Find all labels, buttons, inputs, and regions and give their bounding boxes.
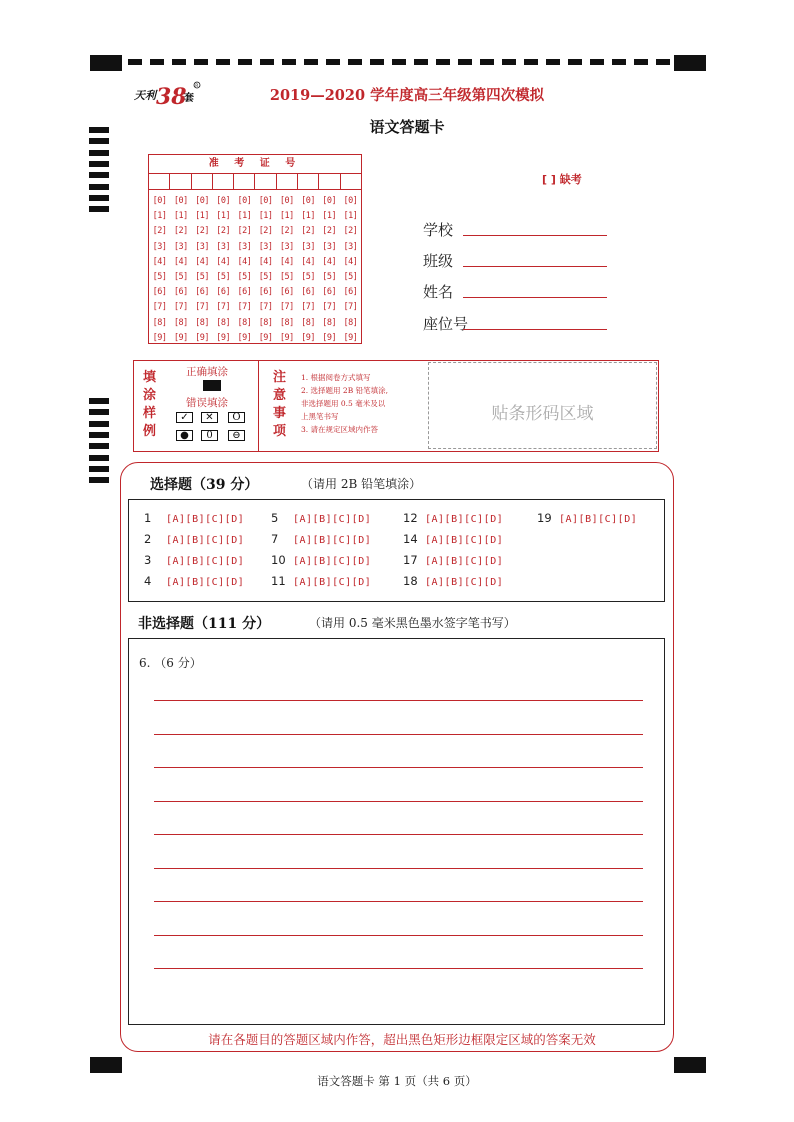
choice-question[interactable] [271,511,371,525]
essay-section-note: （请用 0.5 毫米黑色墨水签字笔书写） [309,616,516,630]
digit-bubble[interactable]: [3] [173,241,188,252]
exam-number-write-cell[interactable] [213,174,234,189]
digit-bubble[interactable]: [3] [258,241,273,252]
digit-bubble[interactable]: [3] [279,241,294,252]
note-line: 3. 请在规定区域内作答 [301,425,379,434]
digit-bubble[interactable]: [5] [237,271,252,282]
digit-bubble[interactable]: [8] [216,317,231,328]
choice-question[interactable] [271,532,371,546]
digit-bubble[interactable]: [6] [322,287,337,298]
digit-bubble[interactable]: [8] [258,317,273,328]
side-timing-mark [89,477,109,483]
page-title: 2019—2020 学年度高三年级第四次模拟 [269,87,545,104]
digit-bubble[interactable]: [9] [173,332,188,343]
exam-number-column [149,190,170,346]
exam-number-write-cell[interactable] [277,174,298,189]
digit-bubble[interactable]: [2] [322,226,337,237]
info-input-line[interactable] [463,235,607,236]
digit-bubble[interactable]: [8] [152,317,167,328]
digit-bubble[interactable]: [5] [301,271,315,282]
side-timing-mark [89,184,109,190]
digit-bubble[interactable]: [4] [343,256,358,267]
writing-line[interactable] [154,868,643,869]
digit-bubble[interactable]: [0] [237,196,252,206]
wrong-fill-label: 错误填涂 [186,397,228,409]
digit-bubble[interactable]: [5] [195,271,209,282]
digit-bubble[interactable]: [0] [216,196,231,206]
exam-number-label: 准 考 证 号 [149,155,361,174]
digit-bubble[interactable]: [8] [173,317,188,328]
circle-mark-icon: O [228,412,245,423]
timing-dash [370,59,384,65]
digit-bubble[interactable]: [7] [322,302,337,313]
digit-bubble[interactable]: [5] [258,271,273,282]
timing-dash [128,59,142,65]
exam-number-write-cell[interactable] [319,174,340,189]
corner-mark-left [90,55,122,71]
choice-question[interactable] [537,511,637,525]
timing-dash [238,59,252,65]
exam-number-column [255,190,276,346]
question-number: 19 [537,511,552,525]
exam-number-column [276,190,297,346]
digit-bubble[interactable]: [2] [301,226,315,237]
digit-bubble[interactable]: [5] [279,271,294,282]
digit-bubble[interactable]: [1] [258,211,273,222]
timing-dash [348,59,362,65]
writing-line[interactable] [154,767,643,768]
digit-bubble[interactable]: [0] [195,196,209,206]
digit-bubble[interactable]: [0] [301,196,315,206]
digit-bubble[interactable]: [2] [152,226,167,237]
digit-bubble[interactable]: [2] [173,226,188,237]
question-number: 4 [144,574,152,588]
digit-bubble[interactable]: [2] [237,226,252,237]
answer-bubbles[interactable]: [A][B][C][D] [293,577,372,588]
digit-bubble[interactable]: [5] [152,271,167,282]
info-label: 姓名 [423,283,454,301]
exam-number-column [191,190,212,346]
digit-bubble[interactable]: [1] [195,211,209,222]
digit-bubble[interactable]: [8] [195,317,209,328]
writing-line[interactable] [154,901,643,902]
question-number: 1 [144,511,152,525]
digit-bubble[interactable]: [1] [216,211,231,222]
corner-mark-bottom-left [90,1057,122,1073]
choice-question[interactable] [144,532,244,546]
digit-bubble[interactable]: [9] [216,332,231,343]
side-timing-mark [89,421,109,427]
exam-number-write-cell[interactable] [234,174,255,189]
question-number: 12 [403,511,418,525]
notes-label: 注意事项 [273,370,287,439]
question-number: 17 [403,553,418,567]
answer-bubbles[interactable]: [A][B][C][D] [293,556,372,567]
timing-dash [458,59,472,65]
writing-line[interactable] [154,834,643,835]
exam-number-column [340,190,361,346]
answer-bubbles[interactable]: [A][B][C][D] [166,535,245,546]
digit-bubble[interactable]: [8] [343,317,358,328]
digit-bubble[interactable]: [3] [216,241,231,252]
exam-number-grid [148,154,362,344]
exam-number-column [213,190,234,346]
essay-section-title: 非选择题（111 分） [138,616,271,632]
side-timing-mark [89,432,109,438]
exam-number-write-cell[interactable] [149,174,170,189]
answer-bubbles[interactable]: [A][B][C][D] [293,514,372,525]
digit-bubble[interactable]: [4] [237,256,252,267]
digit-bubble[interactable]: [1] [322,211,337,222]
digit-bubble[interactable]: [3] [152,241,167,252]
side-timing-mark [89,466,109,472]
digit-bubble[interactable]: [8] [279,317,294,328]
fill-example-label: 填涂样例 [143,370,157,439]
side-timing-mark [89,150,109,156]
exam-number-column [170,190,191,346]
timing-dash [590,59,604,65]
side-timing-mark [89,443,109,449]
corner-mark-bottom-right [674,1057,706,1073]
timing-dash [194,59,208,65]
top-timing-marks [90,55,706,71]
exam-number-write-row[interactable] [149,174,361,190]
digit-bubble[interactable]: [6] [279,287,294,298]
exam-number-write-cell[interactable] [192,174,213,189]
digit-bubble[interactable]: [6] [258,287,273,298]
digit-bubble[interactable]: [6] [301,287,315,298]
digit-bubble[interactable]: [4] [216,256,231,267]
barcode-area [428,362,657,449]
digit-bubble[interactable]: [6] [343,287,358,298]
digit-bubble[interactable]: [6] [152,287,167,298]
note-line: 2. 选择题用 2B 铅笔填涂, [301,386,388,395]
digit-bubble[interactable]: [8] [237,317,252,328]
choice-question[interactable] [403,553,503,567]
choice-question[interactable] [271,553,371,567]
svg-text:套: 套 [184,93,194,104]
digit-bubble[interactable]: [1] [152,211,167,222]
digit-bubble[interactable]: [0] [173,196,188,206]
timing-dash [260,59,274,65]
digit-bubble[interactable]: [4] [258,256,273,267]
note-line: 1. 根据阅卷方式填写 [301,373,371,382]
answer-bubbles[interactable]: [A][B][C][D] [166,514,245,525]
timing-dash [502,59,516,65]
exam-number-column [234,190,255,346]
side-timing-mark [89,398,109,404]
choice-question[interactable] [144,574,244,588]
digit-bubble[interactable]: [2] [216,226,231,237]
exam-number-write-cell[interactable] [170,174,191,189]
digit-bubble[interactable]: [0] [152,196,167,206]
digit-bubble[interactable]: [6] [216,287,231,298]
timing-dash [568,59,582,65]
choice-question[interactable] [144,511,244,525]
choice-question[interactable] [403,511,503,525]
side-timing-mark [89,409,109,415]
question-number: 11 [271,574,286,588]
question-number: 14 [403,532,418,546]
digit-bubble[interactable]: [7] [216,302,231,313]
digit-bubble[interactable]: [7] [301,302,315,313]
answer-bubbles[interactable]: [A][B][C][D] [425,514,504,525]
timing-dash [326,59,340,65]
digit-bubble[interactable]: [1] [173,211,188,222]
info-label: 学校 [423,221,454,239]
answer-bubbles[interactable]: [A][B][C][D] [559,514,638,525]
side-timing-mark [89,455,109,461]
digit-bubble[interactable]: [9] [322,332,337,343]
digit-bubble[interactable]: [5] [322,271,337,282]
info-label: 座位号 [423,315,469,333]
digit-bubble[interactable]: [8] [322,317,337,328]
choice-section-note: （请用 2B 铅笔填涂） [301,477,422,491]
digit-bubble[interactable]: [0] [279,196,294,206]
answer-bubbles[interactable]: [A][B][C][D] [293,535,372,546]
digit-bubble[interactable]: [9] [301,332,315,343]
barcode-area-label: 贴条形码区域 [491,404,594,424]
choice-question[interactable] [403,574,503,588]
digit-bubble[interactable]: [9] [279,332,294,343]
timing-dash [282,59,296,65]
digit-bubble[interactable]: [4] [173,256,188,267]
choice-answer-box [128,499,665,602]
digit-bubble[interactable]: [9] [258,332,273,343]
answer-bubbles[interactable]: [A][B][C][D] [166,577,245,588]
answer-bubbles[interactable]: [A][B][C][D] [425,556,504,567]
digit-bubble[interactable]: [7] [279,302,294,313]
digit-bubble[interactable]: [4] [195,256,209,267]
digit-bubble[interactable]: [6] [173,287,188,298]
digit-bubble[interactable]: [4] [322,256,337,267]
bottom-warning: 请在各题目的答题区域内作答，超出黑色矩形边框限定区域的答案无效 [208,1032,596,1047]
note-line: 上黑笔书写 [301,412,339,421]
timing-dash [172,59,186,65]
page-subtitle: 语文答题卡 [369,118,445,136]
digit-bubble[interactable]: [3] [237,241,252,252]
timing-dash [546,59,560,65]
digit-bubble[interactable]: [6] [195,287,209,298]
digit-bubble[interactable]: [1] [279,211,294,222]
timing-dash [216,59,230,65]
question-number: 3 [144,553,152,567]
choice-question[interactable] [271,574,371,588]
question-number: 2 [144,532,152,546]
timing-dash [150,59,164,65]
digit-bubble[interactable]: [1] [237,211,252,222]
digit-bubble[interactable]: [7] [343,302,358,313]
oval-mark-icon: 0 [201,430,218,441]
digit-bubble[interactable]: [3] [322,241,337,252]
digit-bubble[interactable]: [3] [301,241,315,252]
svg-text:R: R [195,84,199,89]
digit-bubble[interactable]: [5] [343,271,358,282]
digit-bubble[interactable]: [7] [237,302,252,313]
question-number: 18 [403,574,418,588]
writing-line[interactable] [154,968,643,969]
info-input-line[interactable] [463,266,607,267]
writing-line[interactable] [154,734,643,735]
choice-question[interactable] [144,553,244,567]
choice-question[interactable] [403,532,503,546]
essay-answer-box[interactable] [128,638,665,1025]
digit-bubble[interactable]: [4] [152,256,167,267]
choice-section-title: 选择题（39 分） [150,477,259,493]
digit-bubble[interactable]: [5] [173,271,188,282]
svg-text:38: 38 [156,84,187,110]
svg-text:天利: 天利 [134,89,156,102]
digit-bubble[interactable]: [8] [301,317,315,328]
question-6-label: 6. （6 分） [139,656,202,670]
answer-bubbles[interactable]: [A][B][C][D] [425,577,504,588]
correct-fill-label: 正确填涂 [186,366,228,378]
dot-mark-icon: ● [176,430,193,441]
digit-bubble[interactable]: [6] [237,287,252,298]
timing-dash [612,59,626,65]
timing-dash [392,59,406,65]
page-footer: 语文答题卡 第 1 页（共 6 页） [317,1074,477,1088]
digit-bubble[interactable]: [2] [279,226,294,237]
digit-bubble[interactable]: [0] [258,196,273,206]
info-label: 班级 [423,252,454,270]
absent-checkbox[interactable]: [ ] 缺考 [542,173,582,186]
digit-bubble[interactable]: [9] [195,332,209,343]
timing-dash [304,59,318,65]
exam-number-write-cell[interactable] [255,174,276,189]
timing-dash [436,59,450,65]
timing-dash [634,59,648,65]
answer-bubbles[interactable]: [A][B][C][D] [425,535,504,546]
digit-bubble[interactable]: [5] [216,271,231,282]
digit-bubble[interactable]: [0] [343,196,358,206]
digit-bubble[interactable]: [7] [152,302,167,313]
digit-bubble[interactable]: [3] [195,241,209,252]
side-timing-mark [89,161,109,167]
note-line: 非选择题用 0.5 毫米及以 [301,399,386,408]
answer-bubbles[interactable]: [A][B][C][D] [166,556,245,567]
exam-number-bubbles[interactable] [149,190,361,346]
digit-bubble[interactable]: [4] [301,256,315,267]
side-timing-mark [89,195,109,201]
divider [258,361,259,451]
digit-bubble[interactable]: [2] [343,226,358,237]
notes-text [301,371,388,436]
cross-mark-icon: ✕ [201,412,218,423]
exam-number-write-cell[interactable] [298,174,319,189]
check-mark-icon: ✓ [176,412,193,423]
ellipse-mark-icon: ⊖ [228,430,245,441]
timing-dash [480,59,494,65]
side-timing-mark [89,206,109,212]
question-number: 7 [271,532,279,546]
correct-fill-mark [203,380,221,391]
digit-bubble[interactable]: [3] [343,241,358,252]
writing-line[interactable] [154,935,643,936]
digit-bubble[interactable]: [1] [301,211,315,222]
digit-bubble[interactable]: [2] [258,226,273,237]
fill-example-box [133,360,659,452]
digit-bubble[interactable]: [9] [237,332,252,343]
writing-line[interactable] [154,700,643,701]
digit-bubble[interactable]: [7] [258,302,273,313]
question-number: 5 [271,511,279,525]
question-number: 10 [271,553,286,567]
digit-bubble[interactable]: [2] [195,226,209,237]
digit-bubble[interactable]: [4] [279,256,294,267]
timing-dash [524,59,538,65]
writing-line[interactable] [154,801,643,802]
exam-number-column [297,190,318,346]
timing-dash [656,59,670,65]
exam-number-write-cell[interactable] [341,174,361,189]
info-input-line[interactable] [463,329,607,330]
digit-bubble[interactable]: [7] [195,302,209,313]
corner-mark-right [674,55,706,71]
timing-dash [414,59,428,65]
digit-bubble[interactable]: [0] [322,196,337,206]
digit-bubble[interactable]: [9] [343,332,358,343]
side-timing-mark [89,138,109,144]
side-timing-mark [89,172,109,178]
digit-bubble[interactable]: [9] [152,332,167,343]
digit-bubble[interactable]: [7] [173,302,188,313]
digit-bubble[interactable]: [1] [343,211,358,222]
exam-number-column [319,190,340,346]
info-input-line[interactable] [463,297,607,298]
